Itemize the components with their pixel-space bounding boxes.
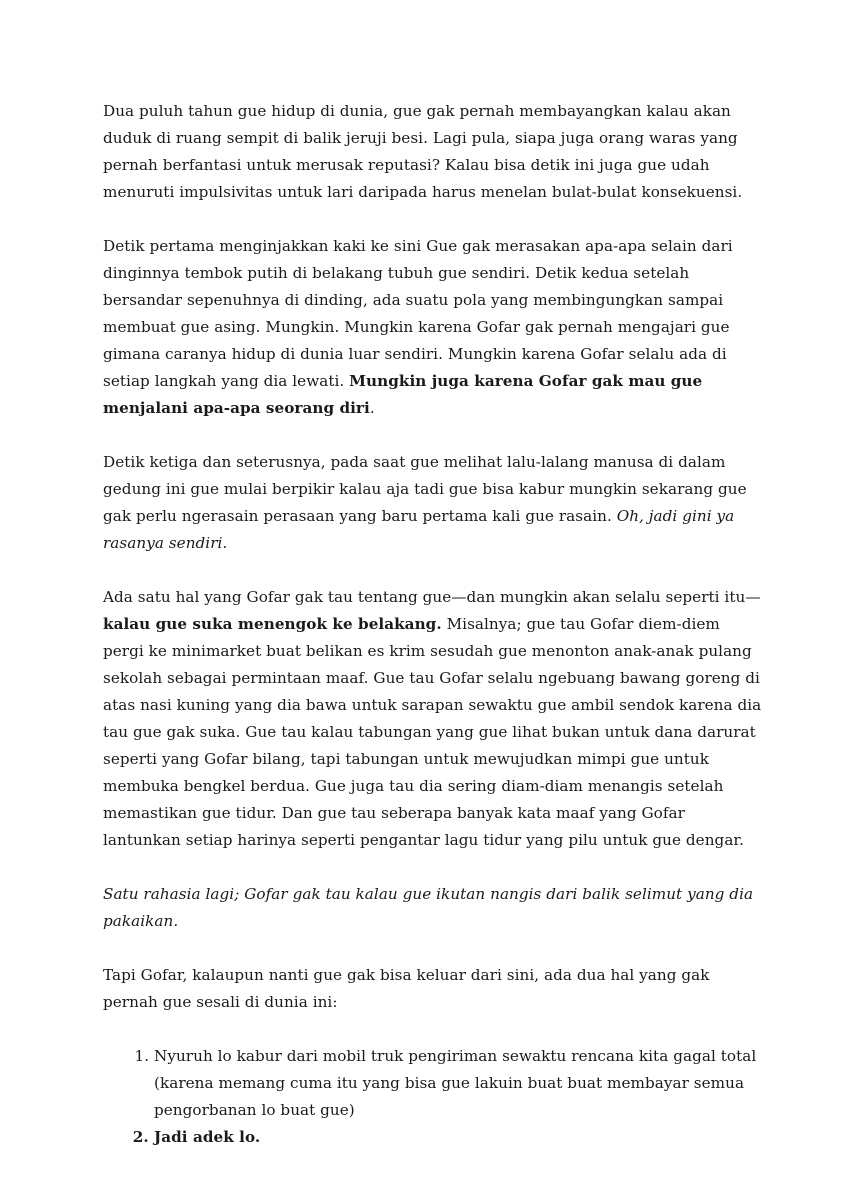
paragraph-1 (103, 98, 763, 206)
paragraph-3-end: . (222, 534, 228, 552)
paragraph-3-text: Detik ketiga dan seterusnya, pada saat gue melihat lalu-lalang manusa di dalam gedung ini gue mulai berpikir kalau aja tadi gue bisa kabur mungkin sekarang gue gak perlu ngerasain perasaan yang baru pertama kali gue rasain. (103, 453, 747, 525)
paragraph-4 (103, 584, 763, 854)
paragraph-1-text: Dua puluh tahun gue hidup di dunia, gue gak pernah membayangkan kalau akan duduk di ruang sempit di balik jeruji besi. Lagi pula, siapa juga orang waras yang pernah berfantasi untuk merusak reputasi? Kalau bisa detik ini juga gue udah menuruti impulsivitas untuk lari daripada harus menelan bulat-bulat konsekuensi. (103, 102, 743, 201)
list-item (154, 1043, 763, 1124)
paragraph-4-bold: kalau gue suka menengok ke belakang. (103, 615, 442, 633)
paragraph-2-text: Detik pertama menginjakkan kaki ke sini Gue gak merasakan apa-apa selain dari dinginnya tembok putih di belakang tubuh gue sendiri. Detik kedua setelah bersandar sepenuhnya di dinding, ada suatu pola yang membingungkan sampai membuat gue asing. Mungkin. Mungkin karena Gofar gak pernah mengajari gue gimana caranya hidup di dunia luar sendiri. Mungkin karena Gofar selalu ada di setiap langkah yang dia lewati. (103, 237, 733, 390)
paragraph-4-text: Ada satu hal yang Gofar gak tau tentang gue—dan mungkin akan selalu seperti itu— (103, 588, 761, 606)
paragraph-2-end: . (369, 399, 375, 417)
document-page (103, 98, 763, 1151)
paragraph-6 (103, 962, 763, 1016)
paragraph-3 (103, 449, 763, 557)
paragraph-2 (103, 233, 763, 422)
list-item (154, 1124, 763, 1151)
paragraph-5 (103, 881, 763, 935)
numbered-list (103, 1043, 763, 1151)
paragraph-6-text: Tapi Gofar, kalaupun nanti gue gak bisa keluar dari sini, ada dua hal yang gak pernah gue sesali di dunia ini: (103, 966, 710, 1011)
paragraph-3-italic: Oh, jadi gini ya rasanya sendiri (103, 507, 735, 552)
list-item-2-text: Jadi adek lo. (154, 1128, 261, 1146)
paragraph-4-rest: Misalnya; gue tau Gofar diem-diem pergi ke minimarket buat belikan es krim sesudah gue menonton anak-anak pulang sekolah sebagai permintaan maaf. Gue tau Gofar selalu ngebuang bawang goreng di atas nasi kuning yang dia bawa untuk sarapan sewaktu gue ambil sendok karena dia tau gue gak suka. Gue tau kalau tabungan yang gue lihat bukan untuk dana darurat seperti yang Gofar bilang, tapi tabungan untuk mewujudkan mimpi gue untuk membuka bengkel berdua. Gue juga tau dia sering diam-diam menangis setelah memastikan gue tidur. Dan gue tau seberapa banyak kata maaf yang Gofar lantunkan setiap harinya seperti pengantar lagu tidur yang pilu untuk gue dengar. (103, 615, 762, 849)
list-item-1-text: Nyuruh lo kabur dari mobil truk pengiriman sewaktu rencana kita gagal total (karena memang cuma itu yang bisa gue lakuin buat buat membayar semua pengorbanan lo buat gue) (154, 1047, 757, 1119)
paragraph-5-text: Satu rahasia lagi; Gofar gak tau kalau gue ikutan nangis dari balik selimut yang dia pakaikan. (103, 885, 754, 930)
paragraph-2-bold: Mungkin juga karena Gofar gak mau gue menjalani apa-apa seorang diri (103, 372, 703, 417)
